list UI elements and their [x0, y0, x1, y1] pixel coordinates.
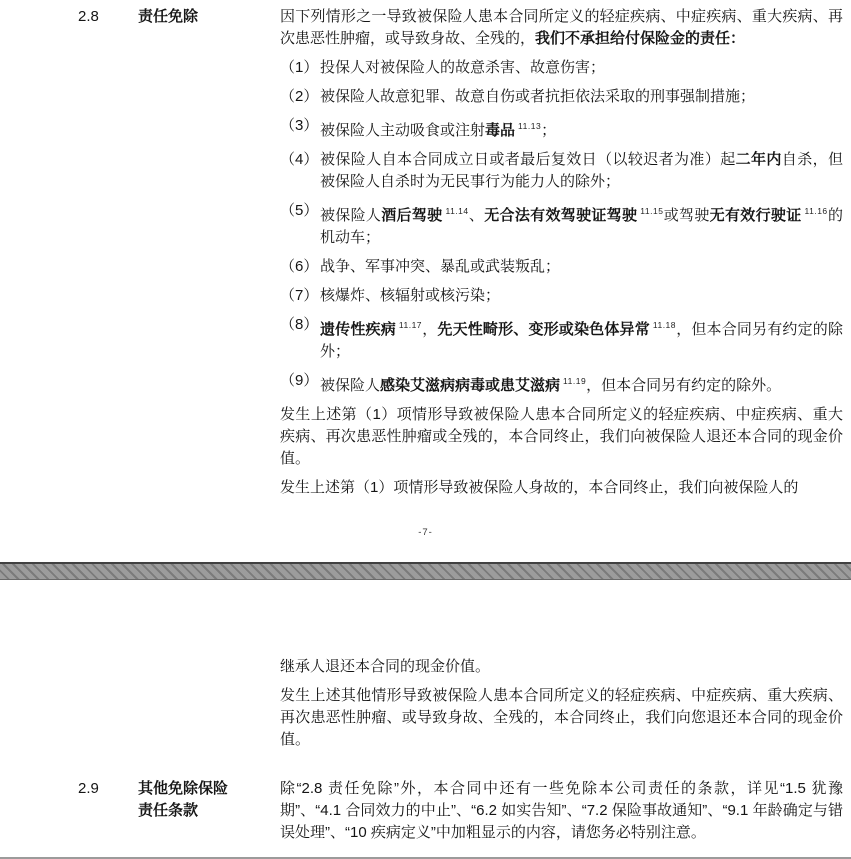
other-exclusions-paragraph: 除“2.8 责任免除”外，本合同中还有一些免除本公司责任的条款，详见“1.5 犹豫期”、“4.1 合同效力的中止”、“6.2 如实告知”、“7.2 保险事故通知”、“9.1 年龄确定与错误处理”、“10 疾病定义”中加粗显示的内容，请您务必特别注意。	[280, 780, 843, 841]
list-item-1	[280, 57, 843, 79]
section-title	[138, 778, 280, 822]
list-item-8	[280, 314, 843, 363]
text-run: 被保险人故意犯罪、故意自伤或者抗拒依法采取的刑事强制措施；	[320, 88, 756, 105]
list-item-5	[280, 200, 843, 249]
bold-run: 无合法有效驾驶证驾驶	[484, 207, 638, 224]
item-marker: （9）	[280, 372, 319, 389]
text-run: 被保险人	[320, 207, 382, 224]
section-number: 2.9	[78, 780, 99, 797]
page-2	[0, 580, 851, 851]
text-run: 被保险人主动吸食或注射	[320, 122, 486, 139]
item-marker: （4）	[280, 151, 319, 168]
section-title-line-2: 责任条款	[138, 802, 199, 819]
text-run: 因下列情形之一导致被保险人患本合同所定义的轻症疾病、中症疾病、重大疾病、再次患恶性肿瘤，或导致身故、全残的，	[280, 8, 843, 47]
bold-run: 感染艾滋病病毒或患艾滋病	[380, 377, 561, 394]
other-situations-paragraph: 发生上述其他情形导致被保险人患本合同所定义的轻症疾病、中症疾病、重大疾病、再次患恶性肿瘤、或导致身故、全残的，本合同终止，我们向您退还本合同的现金价值。	[280, 687, 843, 748]
footnote-reference: 11.14	[445, 206, 469, 216]
section-body	[280, 656, 843, 758]
text-run: ，	[422, 321, 438, 338]
section-body	[280, 778, 843, 851]
bold-run: 毒品	[485, 122, 516, 139]
item-marker: （6）	[280, 258, 319, 275]
item-marker: （8）	[280, 316, 319, 333]
text-run: 自杀，但被保险人自杀时为无民事行为能力人的除外；	[320, 151, 843, 190]
text-run: ，但本合同另有约定的除外；	[320, 321, 843, 360]
text-run: 、	[468, 207, 485, 224]
bold-run: 先天性畸形、变形或染色体异常	[437, 321, 650, 338]
footnote-reference: 11.16	[804, 206, 828, 216]
text-run: ；	[541, 122, 557, 139]
text-run: 的机动车；	[320, 207, 843, 246]
item-marker: （7）	[280, 287, 319, 304]
bold-run: 遗传性疾病	[320, 321, 396, 338]
text-run: ，但本合同另有约定的除外。	[586, 377, 782, 394]
list-item-9	[280, 370, 843, 397]
item-marker: （2）	[280, 88, 319, 105]
closing-paragraph-2: 发生上述第（1）项情形导致被保险人身故的，本合同终止，我们向被保险人的	[280, 479, 799, 496]
list-item-2	[280, 86, 843, 108]
list-item-7	[280, 285, 843, 307]
section-body	[280, 6, 843, 506]
closing-paragraph-1: 发生上述第（1）项情形导致被保险人患本合同所定义的轻症疾病、中症疾病、重大疾病、再次患恶性肿瘤或全残的，本合同终止，我们向被保险人退还本合同的现金价值。	[280, 406, 843, 467]
intro-paragraph	[280, 6, 843, 50]
text-run: 战争、军事冲突、暴乱或武装叛乱；	[320, 258, 561, 275]
continuation-paragraph: 继承人退还本合同的现金价值。	[280, 658, 491, 675]
section-number: 2.8	[78, 8, 99, 25]
section-title-line-1: 其他免除保险	[138, 780, 229, 797]
item-marker: （5）	[280, 202, 319, 219]
section-2-8-continuation	[0, 656, 851, 758]
footnote-reference: 11.18	[652, 320, 677, 330]
footnote-reference: 11.15	[640, 206, 664, 216]
text-run: 或驾驶	[663, 207, 710, 224]
footnote-reference: 11.19	[563, 376, 587, 386]
section-title: 责任免除	[138, 8, 199, 25]
list-item-6	[280, 256, 843, 278]
footnote-reference: 11.13	[518, 121, 542, 131]
page-separator	[0, 562, 851, 580]
item-marker: （3）	[280, 117, 319, 134]
bold-run: 我们不承担给付保险金的责任：	[535, 30, 746, 47]
section-2-9	[0, 778, 851, 851]
list-item-4	[280, 149, 843, 193]
item-marker: （1）	[280, 59, 319, 76]
footnote-reference: 11.17	[398, 320, 423, 330]
page-number: -7-	[418, 527, 433, 538]
text-run: 核爆炸、核辐射或核污染；	[320, 287, 501, 304]
bold-run: 二年内	[735, 151, 782, 168]
bold-run: 无有效行驶证	[709, 207, 802, 224]
list-item-3	[280, 115, 843, 142]
bold-run: 酒后驾驶	[381, 207, 443, 224]
text-run: 投保人对被保险人的故意杀害、故意伤害；	[320, 59, 606, 76]
section-2-8	[0, 6, 851, 506]
text-run: 被保险人	[320, 377, 381, 394]
text-run: 被保险人自本合同成立日或者最后复效日（以较迟者为准）起	[320, 151, 736, 168]
